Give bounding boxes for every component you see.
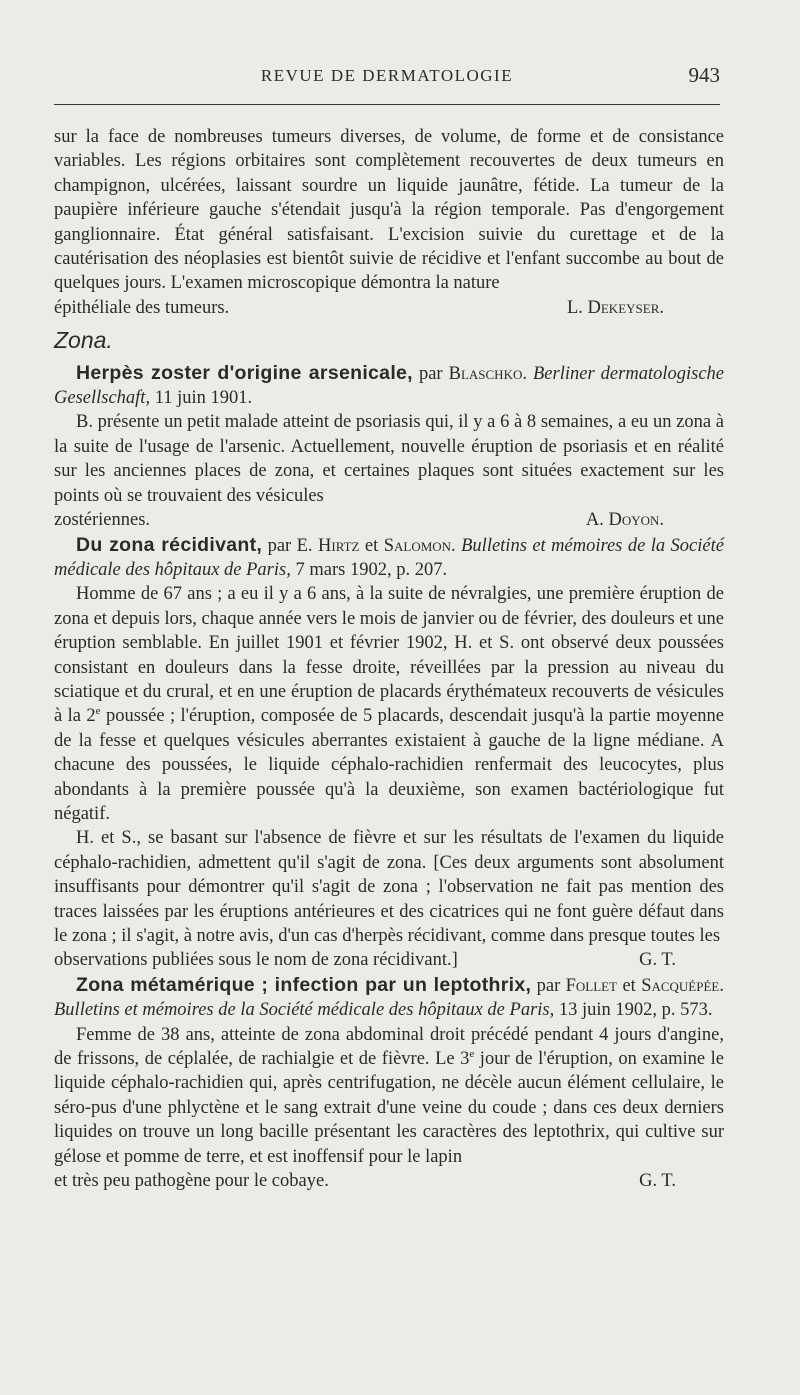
article1-source: Berliner dermatologische Gesellschaft,	[54, 363, 724, 409]
article3-body-a: Femme de 38 ans, atteinte de zona abdominal droit précédé pendant 4 jours d'angine, de frissons, de céplalée, de rachialgie et de fièvre. Le 3	[54, 1024, 724, 1070]
article1-by: par	[412, 363, 449, 384]
article1-last-line: zostériennes.	[54, 510, 151, 531]
intro-closing-line	[54, 296, 724, 320]
intro-last-line: épithéliale des tumeurs.	[54, 297, 230, 318]
intro-signature: L. Dekeyser.	[566, 297, 664, 318]
article1-author: Blaschko.	[448, 363, 527, 384]
article1-title: Herpès zoster d'origine arsenicale,	[76, 361, 413, 384]
article3-and: et	[617, 975, 642, 996]
article2-date: 7 mars 1902, p. 207.	[290, 559, 448, 580]
article2-title: Du zona récidivant,	[76, 533, 263, 556]
article3-source: Bulletins et mémoires de la Société médicale des hôpitaux de Paris,	[54, 1000, 555, 1021]
article1-closing-line	[54, 508, 724, 532]
article1-date: 11 juin 1901.	[150, 388, 253, 409]
article1-body: B. présente un petit malade atteint de psoriasis qui, il y a 6 à 8 semaines, a eu un zona à la suite de l'usage de l'arsenic. Actuellement, nouvelle éruption de psoriasis et en réalité sur les anciennes places de zona, et certaines plaques sont situées exactement sur les points où se trouvaient des vésicules	[54, 412, 724, 506]
article2-by: par E.	[262, 535, 318, 556]
page-header	[54, 63, 720, 96]
section-title: Zona.	[54, 327, 113, 354]
article2-p1-sup: e	[95, 705, 101, 718]
article3-author1: Follet	[565, 975, 618, 996]
running-head: REVUE DE DERMATOLOGIE	[260, 66, 514, 85]
article3-heading	[54, 973, 724, 1023]
article3-date: 13 juin 1902, p. 573.	[554, 1000, 713, 1021]
article3-closing-line	[54, 1169, 724, 1193]
article3-body-sup: e	[469, 1047, 475, 1060]
article3-author2: Sacquépée.	[641, 975, 724, 996]
article2-source: Bulletins et mémoires de la Société médicale des hôpitaux de Paris,	[54, 535, 724, 580]
article2-last-line: observations publiées sous le nom de zona récidivant.]	[54, 950, 458, 971]
article2-p1b: poussée ; l'éruption, composée de 5 placards, descendait jusqu'à la partie moyenne de la fesse et quelques vésicules aberrantes existaient à gauche de la ligne médiane. A chacune des poussées, le liquide céphalo-rachidien renfermait des leucocytes, plus abondants à la première poussée qu'à la deuxième, son examen bactériologique fut négatif.	[54, 706, 724, 824]
article3-last-line: et très peu pathogène pour le cobaye.	[54, 1171, 329, 1192]
article1-heading	[54, 361, 724, 411]
article2-closing-line	[54, 948, 724, 972]
article2-and: et	[359, 535, 384, 556]
article2-author1: Hirtz	[318, 535, 360, 556]
article2-author2: Salomon.	[383, 535, 456, 556]
article3-by: par	[531, 975, 566, 996]
header-rule	[54, 104, 720, 105]
page-body	[54, 125, 724, 1193]
page-number: 943	[688, 63, 720, 87]
article2-paragraph2: H. et S., se basant sur l'absence de fièvre et sur les résultats de l'examen du liquide céphalo-rachidien, admettent qu'il s'agit de zona. [Ces deux arguments sont absolument insuffisants pour démontrer qu'il s'agit de zona ; l'observation ne fait pas mention des traces laissées par les éruptions antérieures et des cicatrices qui ne font guère défaut dans le zona ; il s'agit, à notre avis, d'un cas d'herpès récidivant, comme dans presque toutes les	[54, 828, 724, 946]
article3-body-b: jour de l'éruption, on examine le liquide céphalo-rachidien qui, après centrifugation, ne décèle aucun élément cellulaire, le séro-pus d'une phlyctène et le sang extrait d'une veine du coude ; dans ces deux derniers liquides on trouve un long bacille présentant les caractères des leptothrix, qui cultive sur gélose et pomme de terre, et est inoffensif pour le lapin	[54, 1049, 724, 1167]
article2-paragraph1	[54, 582, 724, 826]
article2-p1a: Homme de 67 ans ; a eu il y a 6 ans, à la suite de névralgies, une première éruption de zona et depuis lors, chaque année vers le mois de janvier ou de février, des douleurs et une éruption semblable. En juillet 1901 et février 1902, H. et S. ont observé deux poussées consistant en douleurs dans la fesse droite, réveillées par la pression au niveau du sciatique et du crural, et en une éruption de placards érythémateux recouverts de vésicules à la 2	[54, 584, 724, 727]
article1-signature: A. Doyon.	[585, 510, 664, 531]
article3-title: Zona métamérique ; infection par un leptothrix,	[76, 973, 532, 996]
article3-body	[54, 1023, 724, 1169]
article2-signature: G. T.	[639, 950, 676, 971]
intro-paragraph: sur la face de nombreuses tumeurs diverses, de volume, de forme et de consistance variables. Les régions orbitaires sont complètement recouvertes de deux tumeurs en champignon, ulcérées, laissant sourdre un liquide jaunâtre, fétide. La tumeur de la paupière inférieure gauche s'étendait jusqu'à la région temporale. Pas d'engorgement ganglionnaire. État général satisfaisant. L'excision suivie du curettage et de la cautérisation des néoplasies est bientôt suivie de récidive et l'enfant succombe au bout de quelques jours. L'examen microscopique démontra la nature	[54, 127, 724, 294]
article3-signature: G. T.	[639, 1171, 676, 1192]
article2-heading	[54, 533, 724, 583]
